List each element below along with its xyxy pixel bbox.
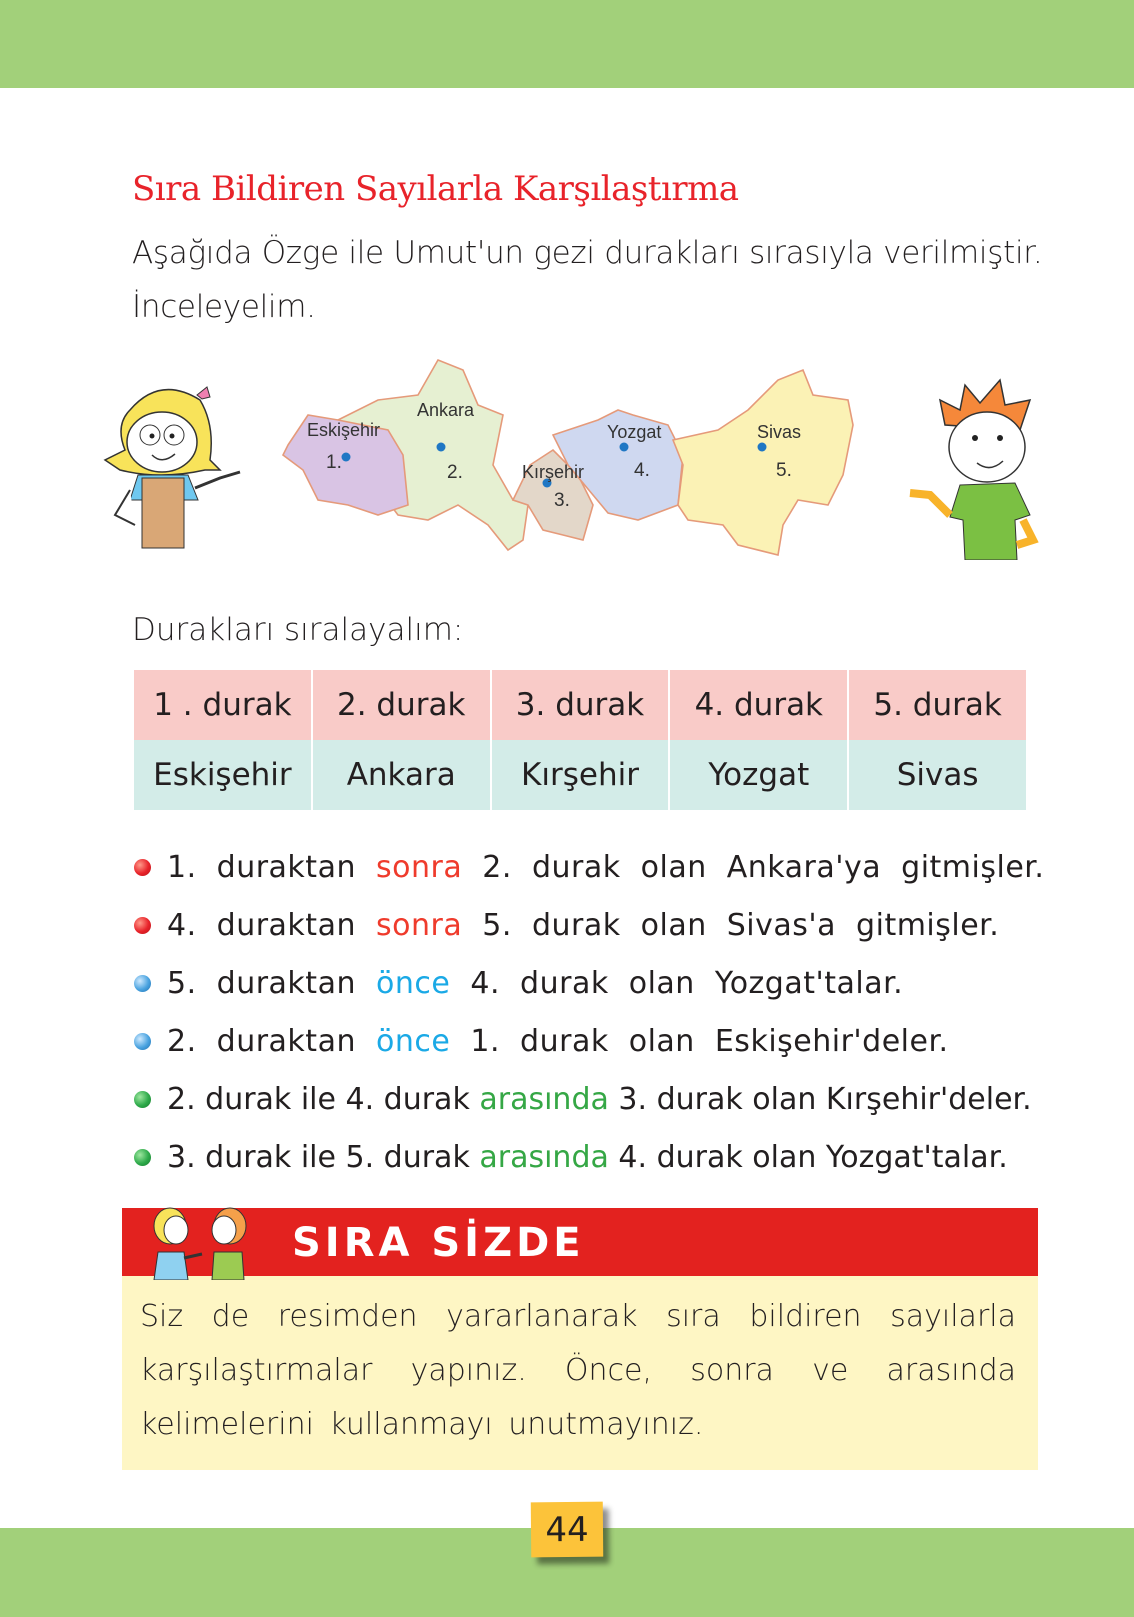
table-header-4: 4. durak — [670, 670, 847, 740]
green-bullet-icon — [134, 1149, 151, 1166]
sira-sizde-title: SIRA SİZDE — [292, 1220, 585, 1266]
map-label-yozgat: Yozgat — [607, 422, 662, 442]
map-label-sivas: Sivas — [757, 422, 802, 442]
statement-text: 2. duraktan — [167, 1023, 356, 1059]
statement-item — [134, 1128, 1034, 1186]
keyword-sonra: sonra — [376, 907, 463, 943]
statement-text: 4. duraktan — [167, 907, 356, 943]
red-bullet-icon — [134, 917, 151, 934]
map-order-5: 5. — [776, 460, 792, 481]
girl-character-illustration — [100, 370, 250, 555]
statement-text: 4. durak olan Yozgat'talar. — [470, 965, 904, 1001]
sira-sizde-body: Siz de resimden yararlanarak sıra bildiren sayılarla karşılaştırmalar yapınız. Önce, sonra ve arasında kelimelerini kullanmayı unutmayınız. — [122, 1276, 1038, 1470]
table-header-3: 3. durak — [492, 670, 669, 740]
statement-text: 4. durak olan Yozgat'talar. — [618, 1139, 1008, 1175]
table-cell-2: Ankara — [313, 740, 490, 810]
keyword-arasinda: arasında — [479, 1139, 609, 1175]
map-label-kirsehir: Kırşehir — [522, 462, 585, 482]
boy-character-illustration — [905, 375, 1055, 560]
route-map — [268, 355, 868, 560]
stops-table — [134, 670, 1026, 810]
page-title: Sıra Bildiren Sayılarla Karşılaştırma — [132, 168, 739, 209]
table-header-2: 2. durak — [313, 670, 490, 740]
map-order-2: 2. — [447, 462, 463, 483]
ordering-label: Durakları sıralayalım: — [132, 612, 464, 648]
statement-text: 2. durak olan Ankara'ya gitmişler. — [482, 849, 1045, 885]
statement-item — [134, 1070, 1034, 1128]
map-order-4: 4. — [634, 460, 650, 481]
table-cell-5: Sivas — [849, 740, 1026, 810]
map-label-ankara: Ankara — [417, 400, 475, 420]
keyword-arasinda: arasında — [479, 1081, 609, 1117]
red-bullet-icon — [134, 859, 151, 876]
statement-text: 5. duraktan — [167, 965, 356, 1001]
table-header-5: 5. durak — [849, 670, 1026, 740]
top-green-band — [0, 0, 1134, 88]
statement-text: 3. durak olan Kırşehir'deler. — [618, 1081, 1032, 1117]
statement-text: 2. durak ile 4. durak — [167, 1081, 470, 1117]
statement-item — [134, 838, 1045, 896]
intro-paragraph: Aşağıda Özge ile Umut'un gezi durakları sırasıyla verilmiştir. İnceleyelim. — [132, 235, 1043, 325]
comparison-statements — [134, 838, 1045, 1186]
map-order-1: 1. — [326, 452, 342, 473]
statement-item — [134, 896, 1034, 954]
sira-sizde-box — [122, 1208, 1038, 1470]
table-cell-4: Yozgat — [670, 740, 847, 810]
keyword-sonra: sonra — [376, 849, 463, 885]
green-bullet-icon — [134, 1091, 151, 1108]
map-label-eskisehir: Eskişehir — [307, 420, 381, 440]
keyword-once: önce — [376, 1023, 451, 1059]
table-header-1: 1 . durak — [134, 670, 311, 740]
table-cell-1: Eskişehir — [134, 740, 311, 810]
map-order-3: 3. — [554, 490, 570, 511]
statement-item — [134, 1012, 1034, 1070]
two-kids-icon — [140, 1202, 260, 1280]
statement-text: 1. duraktan — [167, 849, 356, 885]
statement-text: 3. durak ile 5. durak — [167, 1139, 470, 1175]
blue-bullet-icon — [134, 975, 151, 992]
page-number: 44 — [531, 1502, 603, 1558]
keyword-once: önce — [376, 965, 451, 1001]
statement-text: 5. durak olan Sivas'a gitmişler. — [482, 907, 1000, 943]
sira-sizde-header — [122, 1208, 1038, 1276]
table-cell-3: Kırşehir — [492, 740, 669, 810]
statement-text: 1. durak olan Eskişehir'deler. — [470, 1023, 949, 1059]
statement-item — [134, 954, 1034, 1012]
blue-bullet-icon — [134, 1033, 151, 1050]
map-region-sivas — [673, 370, 853, 555]
